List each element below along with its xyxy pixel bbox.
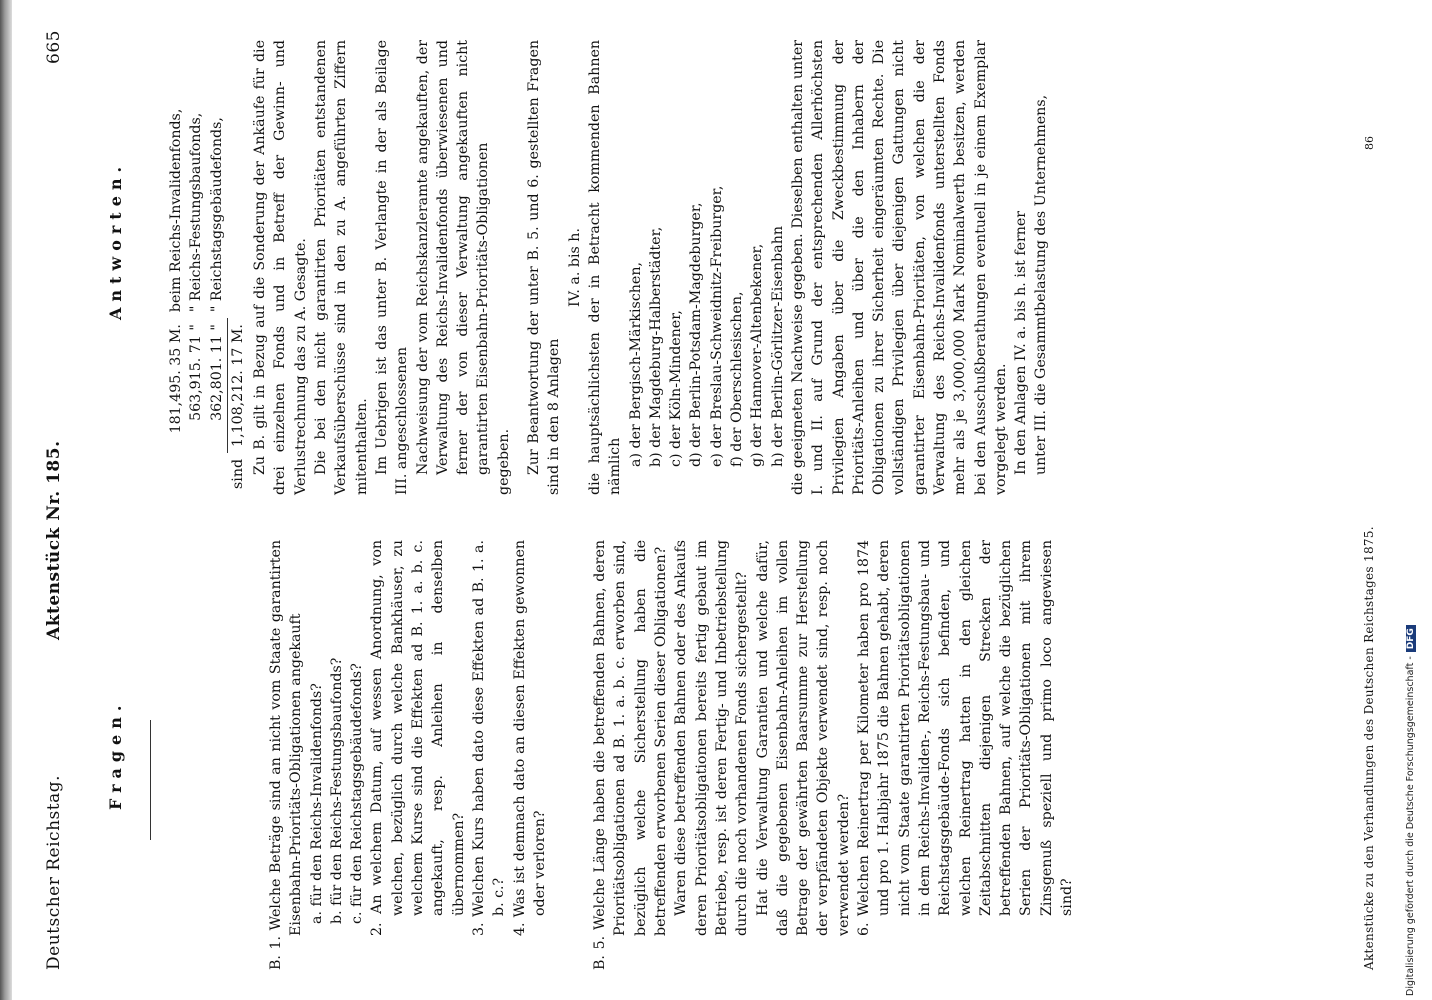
answer-paragraph-3: Im Uebrigen ist das unter B. Verlangte in der als Beilage III. angeschlossenen [373,40,411,495]
answer-paragraph-1: Zu B. gilt in Bezug auf die Sonderung der Ankäufe für die drei einzelnen Fonds und in Betreff der Gewinn- und Verlustrechnung das zu A. Gesagte. [252,40,309,495]
questions-title: Fragen. [106,699,125,810]
fund-row [166,103,186,495]
document-page [40,30,1376,970]
railway-item: c) der Köln-Mindener, [668,310,685,467]
railway-item: b) der Magdeburg-Halberstädter, [647,226,664,467]
question-b1-c: c. für den Reichstagsgebäudefonds? [349,663,366,924]
answer-paragraph-2: Die bei den nicht garantirten Prioritäten entstandenen Verkaufsüberschüsse sind in den zu A. angeführten Ziffern mitenthalten. [313,40,370,495]
answer-paragraph-6: In den Anlagen IV. a. bis h. ist ferner [1013,210,1030,475]
answer-paragraph-5: die geeigneten Nachweise gegeben. Dieselben enthalten unter I. und II. auf Grund der entsprechenden Allerhöchsten Privilegien Angaben über die Zweckbestimmung der Prioritäts-Anleihen und über die den Inhabern der Obligationen zu ihrer Sicherheit eingeräumten Rechte. Die vollständigen Privilegien über diejenigen Gattungen nicht garantirter Eisenbahn-Prioritäten, von welchen die der Verwaltung des Reichs-Invalidenfonds unterstellten Fonds mehr als je 3,000,000 Mark Nominalwerth besitzen, werden bei den Ausschußberathungen eventuell in je einem Exemplar vorgelegt werden. [789,40,1009,495]
fund-label: Reichstagsgebäudefonds, [208,117,225,302]
header-left: Deutscher Reichstag. [44,775,64,970]
question-b5-part2: Waren diese betreffenden Bahnen oder des Ankaufs deren Prioritätsobligationen bereits fertig gebaut im Betriebe, resp. ist deren Fertig- und Inbetriebstellung durch die noch vorhandenen Fonds sichergestellt? [673,540,751,936]
fund-label: beim Reichs-Invalidenfonds, [168,108,184,313]
ditto-mark: " [208,324,225,331]
fund-amount: 181,495. 35 M. [168,324,184,434]
fund-total-row [227,103,248,495]
scan-edge [0,0,12,1000]
answers-column [166,25,1052,495]
answer-paragraph-3-nachweisung: Nachweisung der vom Reichskanzleramte angekauften, der Verwaltung des Reichs-Invalidenfonds überwiesenen und ferner der von dieser Verwaltung angekauften nicht garantirten Eisenbahn-Prioritäts-Obligationen [414,40,492,475]
railway-item: g) der Hannover-Altenbekener, [749,243,766,467]
fund-table [166,103,248,495]
question-b1-b: b. für den Reichs-Festungsbaufonds? [328,657,345,924]
question-b1-a: a. für den Reichs-Invalidenfonds? [308,683,325,924]
credit-text: Digitalisierung gefördert durch die Deutsche Forschungsgemeinschaft - [1405,656,1416,996]
questions-column [266,540,1077,970]
ditto-mark: " [188,305,205,313]
answer-paragraph-3-end: gegeben. [495,428,512,495]
question-2: 2. An welchem Datum, auf wessen Anordnung, von welchen, bezüglich durch welche Bankhäuser, zu welchem Kurse sind die Effekten ad B. 1. a. b. c. angekauft, resp. Anleihen in denselben übernommen? [369,540,467,936]
fund-label: Reichs-Festungsbaufonds, [188,112,205,302]
header-title: Aktenstück Nr. 185. [44,440,64,640]
ditto-mark: " [208,305,225,313]
footer: Aktenstücke zu den Verhandlungen des Deutschen Reichstages 1875. [1362,526,1376,970]
question-b1: B. 1. Welche Beträge sind an nicht vom Staate garantirten Eisenbahn-Prioritäts-Obligationen angekauft [268,540,305,970]
page-number: 665 [44,30,64,64]
answer-paragraph-6b: unter III. die Gesammtbelastung des Unternehmens, [1033,94,1050,475]
dfg-logo: DFG [1406,625,1416,652]
railway-item: a) der Bergisch-Märkischen, [627,262,644,467]
railway-item: f) der Oberschlesischen, [729,291,746,467]
fund-row [186,103,206,495]
railway-item: d) der Berlin-Potsdam-Magdeburger, [688,202,705,467]
railway-item: h) der Berlin-Görlitzer-Eisenbahn [769,226,786,467]
railway-item: e) der Breslau-Schweidnitz-Freiburger, [708,185,725,467]
annex-range: IV. a. bis h. [566,228,583,307]
fund-row [207,103,228,495]
fund-total-prefix: sind [229,458,246,489]
fund-amount: 563,915. 71 [188,335,205,421]
divider [150,720,151,840]
fund-total: 1,108,212. 17 M. [229,324,246,447]
margin-number: 86 [1363,136,1376,150]
question-6: 6. Welchen Reinertrag per Kilometer haben pro 1874 und pro 1. Halbjahr 1875 die Bahnen gehabt, deren nicht vom Staate garantirten Prioritätsobligationen in dem Reichs-Invaliden-, Reichs-Festungsbau- und Reichstagsgebäude-Fonds sich befinden, und welchen Reinertrag hatten in den gleichen Zeitabschnitten diejenigen Strecken der betreffenden Bahnen, auf welche die bezüglichen Serien der Prioritäts-Obligationen mit ihrem Zinsgenuß speziell und primo loco angewiesen sind? [856,540,1075,936]
question-4: 4. Was ist demnach dato an diesen Effekten gewonnen oder verloren? [511,540,548,936]
question-3: 3. Welchen Kurs haben dato diese Effekten ad B. 1. a. b. c.? [470,540,508,936]
question-b5-part3: Hat die Verwaltung Garantien und welche dafür, daß die gegebenen Eisenbahn-Anleihen im vollen Betrage der gewährten Baarsumme zur Herstellung der verpfändeten Objekte verwendet sind, resp. noch verwendet werden? [754,540,852,936]
fund-amount: 362,801. 11 [208,335,225,421]
answer-paragraph-4: Zur Beantwortung der unter B. 5. und 6. gestellten Fragen sind in den 8 Anlagen [526,40,563,495]
ditto-mark: " [188,324,205,331]
answers-title: Antworten. [106,160,125,320]
question-b5: B. 5. Welche Länge haben die betreffenden Bahnen, deren Prioritätsobligationen ad B. 1. a. b. c. erworben sind, bezüglich welche Sicherstellung haben die betreffenden erworbenen Serien dieser Obligationen? [592,540,670,970]
digitization-credit [1405,6,1416,996]
answer-paragraph-4b: die hauptsächlichsten der in Betracht kommenden Bahnen nämlich [586,40,624,495]
